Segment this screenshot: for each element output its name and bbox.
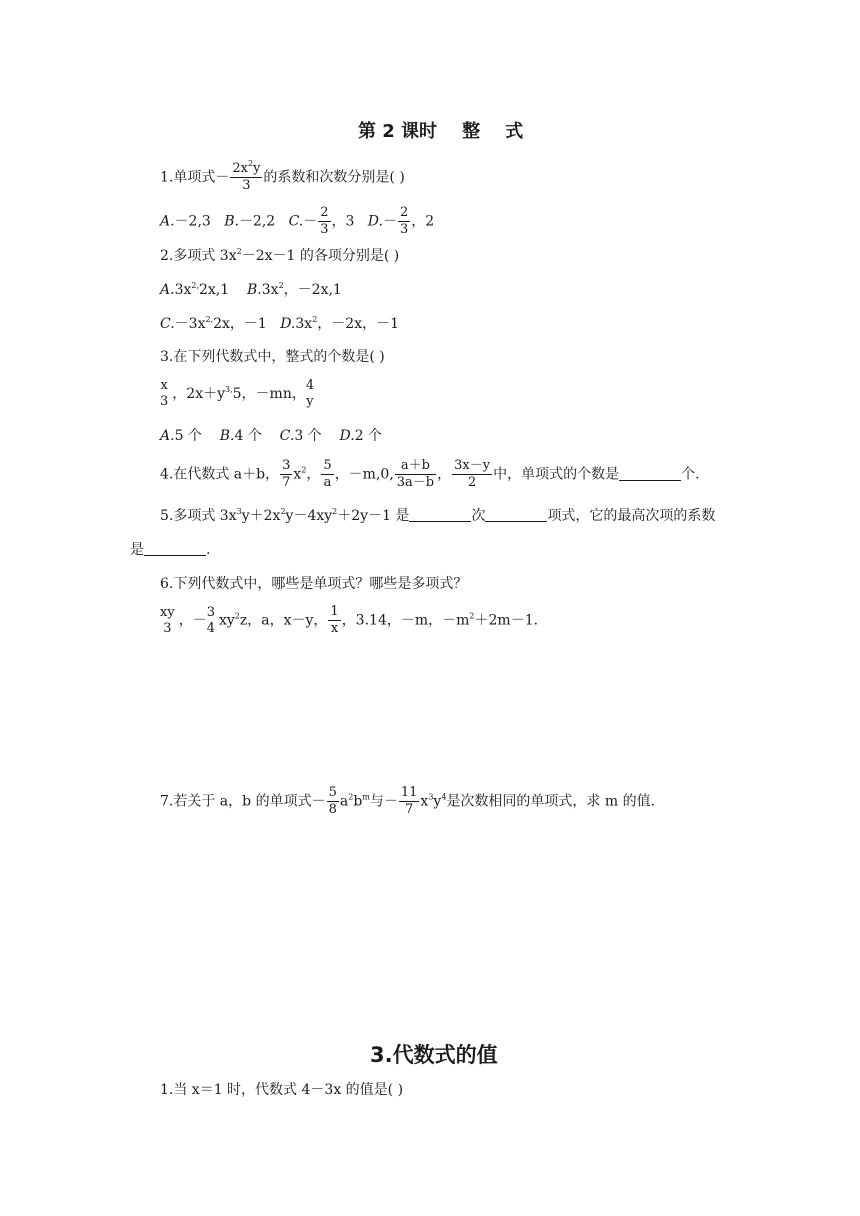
q5-line2-pre: 是 (130, 542, 144, 558)
q6-e3-den: x (330, 621, 339, 636)
q5-blank-terms[interactable] (485, 507, 547, 522)
q6-e1-num: xy (160, 604, 175, 620)
q7-term-a-sup: 2 (348, 792, 354, 802)
question-1 (160, 161, 405, 194)
question-6: 6.下列代数式中，哪些是单项式？哪些是多项式？ (160, 576, 468, 592)
q4-f1-tail: x (293, 466, 302, 483)
q3-option-d-label: D. (339, 428, 355, 444)
q3-expr-1 (160, 378, 168, 410)
q4-sep-1: ， (306, 466, 321, 483)
q4-fraction-1 (280, 458, 292, 491)
q2-option-a-label: A. (160, 282, 175, 298)
q1-option-c-label: C. (288, 213, 304, 230)
q7-f2-num: 11 (400, 785, 418, 800)
q4-fraction-3 (395, 458, 436, 491)
question-2 (160, 247, 399, 265)
q6-expr-1 (160, 605, 175, 637)
q2-option-d-post: ，－2x，－1 (317, 316, 400, 332)
q2-option-c-label: C. (160, 316, 175, 332)
q3-option-b-label: B. (219, 428, 235, 444)
q3-expr-1-num: x (160, 378, 168, 393)
q1-option-d-post: ，2 (411, 213, 435, 230)
q1-option-c-pre: － (303, 213, 318, 230)
question-1-options (160, 205, 434, 238)
q7-term-x-sup: 3 (428, 792, 434, 802)
q4-f2-num: 5 (323, 458, 332, 473)
q2-option-c-sup: 2, (205, 315, 214, 324)
q2-option-b-label: B. (247, 282, 262, 298)
question-3-options (160, 427, 382, 445)
q7-term-a: a (339, 793, 349, 810)
q3-expr-3 (306, 378, 314, 410)
q2-option-b-pre: 3x (261, 282, 279, 298)
q4-pre: 4.在代数式 a＋b， (160, 466, 280, 483)
q6-e2-post: z，a，x－y， (239, 612, 328, 629)
question-7 (160, 785, 655, 818)
q6-expr-2-frac (207, 605, 215, 637)
q1-option-c-fraction (318, 205, 330, 238)
q3-option-c-label: C. (279, 428, 295, 444)
q7-pre: 7.若关于 a，b 的单项式－ (160, 793, 326, 810)
q3-expr-3-den: y (306, 394, 314, 409)
q5-part-2: y－4xy (285, 508, 333, 524)
q2-option-a-pre: 3x (174, 282, 192, 298)
q3-expr-3-num: 4 (305, 378, 315, 393)
q6-e4-post: ＋2m－1. (474, 612, 539, 629)
q3-expr-2-sup: 3, (225, 385, 233, 394)
q6-e3-post: ，3.14，－m，－m (341, 612, 470, 629)
question-4 (160, 458, 700, 491)
q6-e2-pre: ，－ (178, 612, 207, 629)
q6-e2-sup: 2 (234, 611, 240, 621)
q1-option-c-den: 3 (320, 222, 329, 237)
q1-option-c-num: 2 (320, 205, 329, 220)
section-title: 3.代数式的值 (370, 1043, 498, 1067)
q1-option-d-fraction (398, 205, 410, 238)
q7-fraction-2 (399, 785, 420, 818)
q2-option-a-post: 2x,1 (199, 282, 230, 298)
q6-expr-3 (328, 604, 340, 637)
question-2-options-cd (160, 315, 399, 333)
q1-option-d-den: 3 (399, 222, 409, 237)
q1-stem-pre: 1.单项式－ (160, 169, 230, 186)
q2-option-c-post: 2x，－1 (213, 316, 267, 332)
q6-e2-tail: xy (218, 612, 235, 629)
q3-option-a-label: A. (160, 428, 175, 444)
q5-part-1: y＋2x (241, 508, 281, 524)
q5-blank-coefficient[interactable] (144, 541, 206, 556)
q5-sup-2: 2 (280, 507, 286, 516)
q2-stem-sup: 2 (236, 247, 242, 256)
q1-option-a-label: A. (160, 213, 175, 230)
q4-end: 个. (681, 466, 700, 483)
q1-frac-num: 2x (232, 161, 248, 176)
question-3-expressions (160, 378, 318, 410)
q4-f3-den: 3a－b (396, 475, 435, 490)
q3-option-c: 3 个 (294, 428, 322, 444)
q4-sep-2: ， (437, 466, 452, 483)
q4-post: 中，单项式的个数是 (493, 466, 620, 483)
q1-option-b-label: B. (224, 213, 239, 230)
q7-term-y-sup: 4 (441, 792, 447, 802)
q5-mid-1: 次 (471, 508, 486, 524)
section-3-question-1: 1.当 x＝1 时，代数式 4－3x 的值是( ) (160, 1082, 404, 1098)
q1-option-a: －2,3 (174, 213, 211, 230)
q3-option-b: 4 个 (234, 428, 262, 444)
q6-e3-num: 1 (330, 604, 339, 619)
question-5-line-2 (130, 541, 210, 559)
q2-option-b-post: ，－2x,1 (283, 282, 342, 298)
q1-stem-post: 的系数和次数分别是( ) (263, 169, 405, 186)
q4-f4-den: 2 (467, 475, 477, 490)
q1-option-d-pre: － (382, 213, 397, 230)
q4-fraction-2 (321, 458, 333, 491)
q4-f1-den: 7 (282, 475, 291, 490)
q7-term-x: x (420, 793, 429, 810)
q2-option-d-label: D. (280, 316, 296, 332)
q6-e4-sup: 2 (469, 611, 475, 621)
question-5 (160, 507, 715, 525)
q7-post: 是次数相同的单项式，求 m 的值. (446, 793, 656, 810)
q4-answer-blank[interactable] (619, 466, 681, 481)
q4-f3-num: a＋b (395, 458, 436, 475)
q4-f1-num: 3 (282, 458, 291, 473)
q1-frac-den: 3 (242, 178, 251, 193)
q1-option-b: －2,2 (238, 213, 276, 230)
q5-line2-end: . (206, 542, 211, 558)
q7-term-b-sup: m (362, 792, 370, 802)
q3-expr-2-post: 5，－mn， (232, 386, 306, 402)
q7-term-y: y (433, 793, 442, 810)
q3-option-d: 2 个 (354, 428, 383, 444)
q2-stem-post: －2x－1 的各项分别是( ) (241, 248, 400, 264)
q5-pre: 5.多项式 3x (160, 508, 237, 524)
q4-fraction-4 (452, 458, 492, 491)
q4-f2-den: a (323, 475, 332, 490)
q7-f1-den: 8 (328, 802, 337, 817)
q5-sup-3: 2 (332, 507, 338, 516)
q1-frac-num-tail: y (253, 161, 261, 176)
q3-expr-2-pre: ，2x＋y (172, 386, 225, 402)
q7-f2-den: 7 (405, 802, 414, 817)
q1-option-c-post: ，3 (331, 213, 355, 230)
q6-e1-den: 3 (163, 620, 172, 636)
q5-sup-1: 3 (236, 507, 242, 516)
q3-expr-1-den: 3 (160, 394, 169, 409)
q7-f1-num: 5 (328, 785, 337, 800)
q2-option-a-sup: 2, (191, 281, 200, 290)
q7-fraction-1 (327, 785, 339, 818)
q1-option-d-num: 2 (399, 205, 409, 220)
q6-e2-num: 3 (206, 604, 215, 620)
q4-mid: ，－m,0, (334, 466, 394, 483)
q2-option-d-sup: 2 (312, 315, 318, 324)
q5-mid-2: 项式，它的最高次项的系数 (547, 508, 716, 524)
question-3: 3.在下列代数式中，整式的个数是( ) (160, 349, 385, 365)
q2-option-b-sup: 2 (278, 281, 284, 290)
q5-blank-degree[interactable] (409, 507, 471, 522)
q6-e2-den: 4 (206, 620, 215, 636)
q2-option-c-pre: －3x (174, 316, 206, 332)
q1-fraction (230, 161, 262, 194)
q5-part-3: ＋2y－1 是 (337, 508, 410, 524)
q2-option-d-pre: 3x (295, 316, 313, 332)
q4-f1-sup: 2 (301, 465, 307, 475)
q7-mid: 与－ (369, 793, 398, 810)
q7-term-b: b (353, 793, 363, 810)
q4-f4-num: 3x－y (454, 458, 491, 473)
q1-frac-sup: 2 (247, 159, 254, 168)
q3-option-a: 5 个 (174, 428, 202, 444)
question-2-options-ab (160, 281, 342, 299)
lesson-title: 第 2 课时 整 式 (358, 121, 524, 142)
q2-stem-pre: 2.多项式 3x (160, 248, 237, 264)
q1-option-d-label: D. (367, 213, 383, 230)
question-6-expressions (160, 604, 538, 637)
